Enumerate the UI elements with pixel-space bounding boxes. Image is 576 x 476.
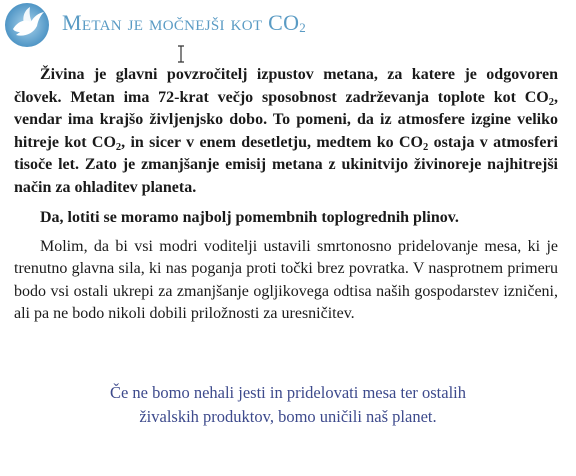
paragraph-intro [14, 64, 558, 199]
paragraph-intro-text-2: , vendar ima krajšo življenjsko dobo. To pomeni, da iz atmosfere izgine veliko hitreje kot CO [14, 88, 558, 151]
page-title [62, 10, 306, 36]
closing-quote-line-2: živalskih produktov, bomo uničili naš planet. [139, 407, 437, 426]
subscript-2: 2 [548, 96, 554, 108]
paragraph-emphasis: Da, lotiti se moramo najbolj pomembnih toplogrednih plinov. [40, 209, 459, 226]
closing-quote [40, 381, 536, 429]
text-cursor-icon [177, 45, 185, 63]
dove-icon [4, 2, 50, 48]
page-title-text: Metan je močnejši kot CO [62, 10, 300, 35]
paragraph-plea: Molim, da bi vsi modri voditelji ustavili smrtonosno pridelovanje mesa, ki je trenutno glavna sila, ki nas poganja proti točki brez povratka. V nasprotnem primeru bodo vsi ostali ukrepi za zmanjšanje ogljikovega odtisa naših gospodarstev izničeni, ali pa ne bodo nikoli dobili priložnosti za uresničitev. [14, 237, 558, 322]
paragraph-intro-text-3: , in sicer v enem desetletju, medtem ko CO [121, 133, 424, 151]
article-body [14, 64, 558, 326]
subscript-2: 2 [115, 141, 122, 153]
page-title-subscript: 2 [299, 20, 307, 35]
subscript-2: 2 [423, 141, 429, 153]
paragraph-intro-text-4: ostaja v atmosferi tisoče let. Zato je zmanjšanje emisij metana z ukinitvijo živinoreje najhitrejši način za ohladitev planeta. [14, 133, 558, 196]
closing-quote-line-1: Če ne bomo nehali jesti in pridelovati mesa ter ostalih [109, 383, 467, 402]
paragraph-intro-text-1: Živina je glavni povzročitelj izpustov metana, za katere je odgovoren človek. Metan ima 72-krat večjo sposobnost zadrževanja toplote kot CO [14, 66, 558, 106]
